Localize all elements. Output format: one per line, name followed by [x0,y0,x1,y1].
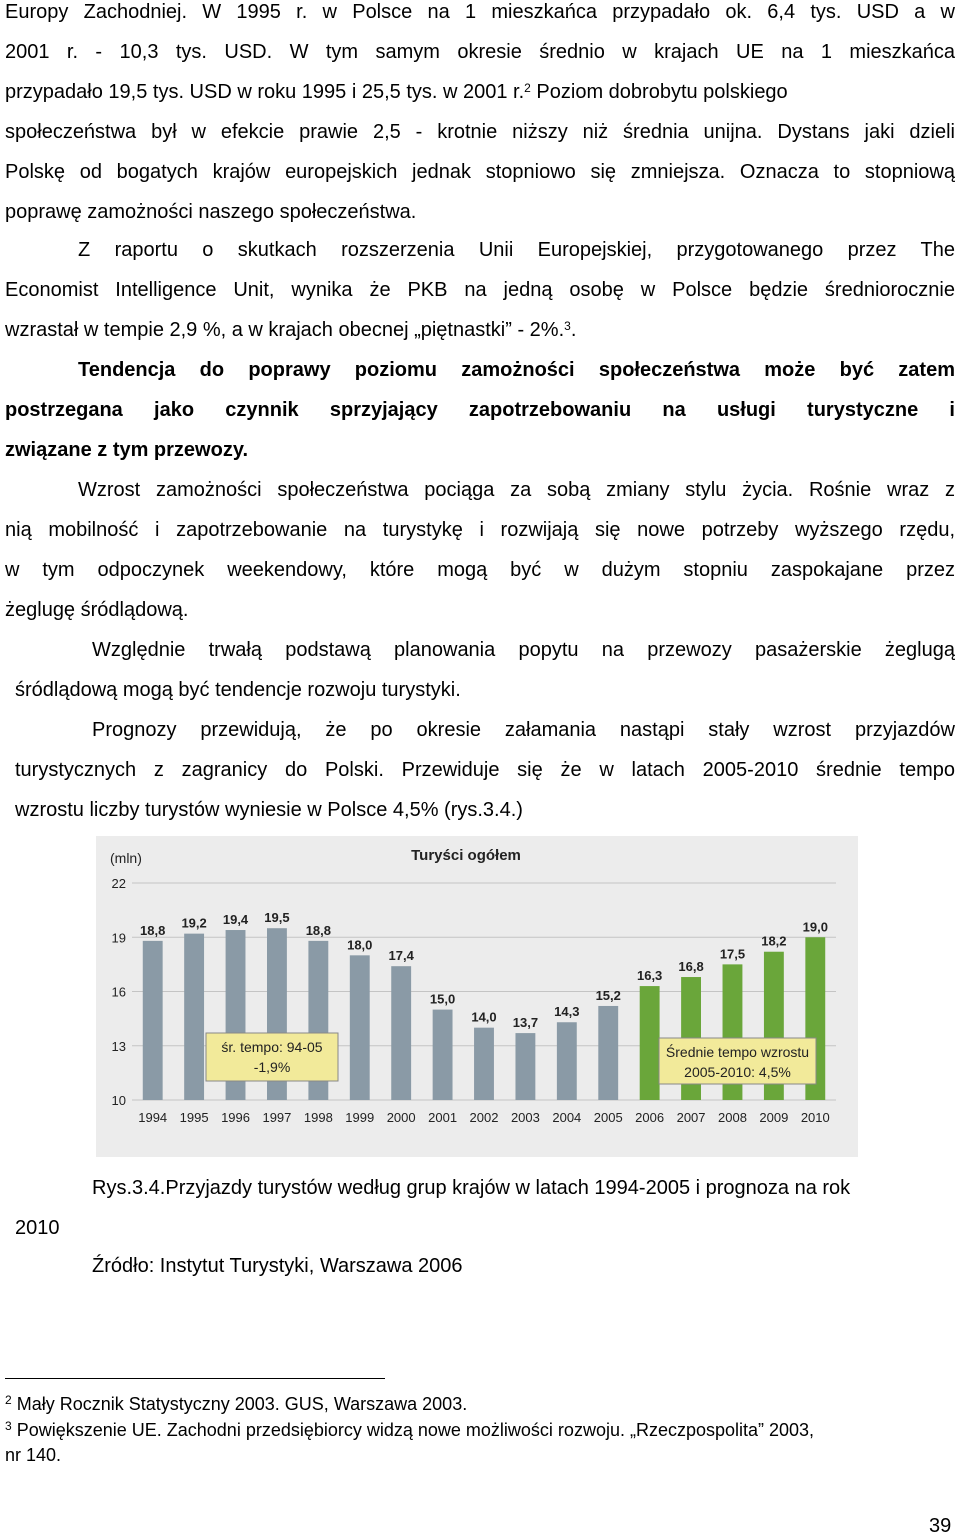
text-line: Z raportu o skutkach rozszerzenia Unii Europejskiej, przygotowanego przez The [78,239,955,261]
y-tick-label: 19 [111,930,126,946]
x-tick-label-2007: 2007 [676,1110,706,1125]
data-label-2006: 16,3 [636,968,663,984]
figure-caption-continuation: 2010 [15,1217,60,1239]
bar-2001 [433,1010,453,1100]
data-label-2005: 15,2 [595,987,621,1003]
chart-background [96,836,858,1157]
annotation-box-1 [206,1033,338,1081]
figure-source: Źródło: Instytut Turystyki, Warszawa 2006 [92,1255,463,1277]
bar-2000 [391,966,411,1100]
x-tick-label-2010: 2010 [800,1110,830,1125]
bar-2006 [640,986,660,1100]
footnote-3: $^3$ Powiększenie UE. Zachodni przedsiębiorcy widzą nowe możliwości rozwoju. „Rzeczpospolita” 2003, [5,1419,815,1440]
text-line: wzrostu liczby turystów wyniesie w Polsce 4,5% (rys.3.4.) [15,799,523,821]
text-line: w tym odpoczynek weekendowy, które mogą być w dużym stopniu zaspokajane przez [5,559,955,581]
x-tick-label-2003: 2003 [510,1110,540,1125]
data-label-2002: 14,0 [471,1009,497,1025]
text-line: Europy Zachodniej. W 1995 r. w Polsce na 1 mieszkańca przypadało ok. 6,4 tys. USD a w [5,1,955,23]
text-line: Względnie trwałą podstawą planowania popytu na przewozy pasażerskie żeglugą [92,639,955,661]
footnote-ref: 3 [564,319,571,333]
text-line: przypadało 19,5 tys. USD w roku 1995 i 25,5 tys. w 2001 r.$^2$ Poziom dobrobytu polskiego [5,81,788,103]
bar-2005 [598,1006,618,1100]
y-tick-label: 16 [111,984,126,1000]
data-label-2010: 19,0 [802,919,828,935]
x-tick-label-1999: 1999 [345,1110,375,1125]
text-line: żeglugę śródlądową. [5,599,189,621]
x-tick-label-1998: 1998 [303,1110,333,1125]
text-line: związane z tym przewozy. [5,439,249,461]
annotation-text: 2005-2010: 4,5% [684,1064,791,1080]
x-tick-label-2002: 2002 [469,1110,499,1125]
data-label-1999: 18,0 [347,937,373,953]
data-label-1994: 18,8 [140,922,166,938]
data-label-2000: 17,4 [388,948,414,964]
chart-title: Turyści ogółem [411,847,521,864]
annotation-box-2 [659,1038,816,1084]
data-label-2001: 15,0 [429,991,456,1007]
text-line: postrzegana jako czynnik sprzyjający zapotrzebowaniu na usługi turystyczne i [5,399,955,421]
text-line: poprawę zamożności naszego społeczeństwa. [5,201,417,223]
y-tick-label: 13 [111,1038,126,1054]
x-tick-label-2001: 2001 [428,1110,458,1125]
footnote-ref: 2 [524,81,531,95]
annotation-text: śr. tempo: 94-05 [221,1039,323,1055]
footnote-separator [5,1378,385,1379]
y-unit-label: (mln) [110,850,142,866]
bar-1999 [350,955,370,1100]
footnote-2: $^2$ Mały Rocznik Statystyczny 2003. GUS, Warszawa 2003. [5,1393,468,1414]
text-line: 2001 r. - 10,3 tys. USD. W tym samym okresie średnio w krajach UE na 1 mieszkańca [5,41,955,63]
data-label-1997: 19,5 [264,910,290,926]
text-line: turystycznych z zagranicy do Polski. Przewiduje się że w latach 2005-2010 średnie tempo [15,759,955,781]
x-tick-label-1995: 1995 [179,1110,209,1125]
x-tick-label-2009: 2009 [759,1110,789,1125]
data-label-2008: 17,5 [719,946,746,962]
annotation-text: -1,9% [253,1059,291,1075]
x-tick-label-1997: 1997 [262,1110,292,1125]
y-tick-label: 10 [111,1093,126,1108]
text-line: nią mobilność i zapotrzebowanie na turystykę i rozwijają się nowe potrzeby wyższego rzędu, [5,519,955,541]
bar-1995 [184,934,204,1100]
tourists-bar-chart [96,836,858,1157]
text-line: śródlądową mogą być tendencje rozwoju turystyki. [15,679,461,701]
data-label-2009: 18,2 [761,933,787,949]
data-label-2004: 14,3 [554,1004,580,1020]
text-line: Prognozy przewidują, że po okresie załamania nastąpi stały wzrost przyjazdów [92,719,955,741]
text-line: Economist Intelligence Unit, wynika że PKB na jedną osobę w Polsce będzie średniorocznie [5,279,955,301]
y-tick-label: 22 [111,876,126,891]
text-line: Polskę od bogatych krajów europejskich jednak stopniowo się zmniejsza. Oznacza to stopniową [5,161,955,183]
figure-caption: Rys.3.4.Przyjazdy turystów według grup krajów w latach 1994-2005 i prognoza na rok [92,1177,851,1199]
x-tick-label-2000: 2000 [386,1110,416,1125]
bar-2002 [474,1028,494,1100]
x-tick-label-1996: 1996 [221,1110,250,1125]
text-line: wzrastał w tempie 2,9 %, a w krajach obecnej „piętnastki” - 2%.$^3$. [5,319,577,341]
footnote-3-continuation: nr 140. [5,1445,62,1465]
bar-1994 [143,941,163,1100]
annotation-text: Średnie tempo wzrostu [665,1044,810,1060]
x-tick-label-1994: 1994 [138,1110,168,1125]
data-label-1996: 19,4 [222,912,249,928]
page-number: 39 [929,1515,952,1537]
x-tick-label-2008: 2008 [718,1110,747,1125]
x-tick-label-2004: 2004 [552,1110,582,1125]
data-label-1995: 19,2 [181,915,207,931]
text-line: społeczeństwa był w efekcie prawie 2,5 - krotnie niższy niż średnia unijna. Dystans jaki dzieli [5,121,955,143]
data-label-2007: 16,8 [678,959,704,975]
text-line: Wzrost zamożności społeczeństwa pociąga za sobą zmiany stylu życia. Rośnie wraz z [78,479,955,501]
x-tick-label-2006: 2006 [635,1110,665,1125]
text-line: Tendencja do poprawy poziomu zamożności społeczeństwa może być zatem [78,359,955,381]
x-tick-label-2005: 2005 [593,1110,623,1125]
bar-2004 [557,1022,577,1100]
data-label-2003: 13,7 [512,1015,539,1031]
data-label-1998: 18,8 [305,922,332,938]
bar-2003 [515,1033,535,1100]
